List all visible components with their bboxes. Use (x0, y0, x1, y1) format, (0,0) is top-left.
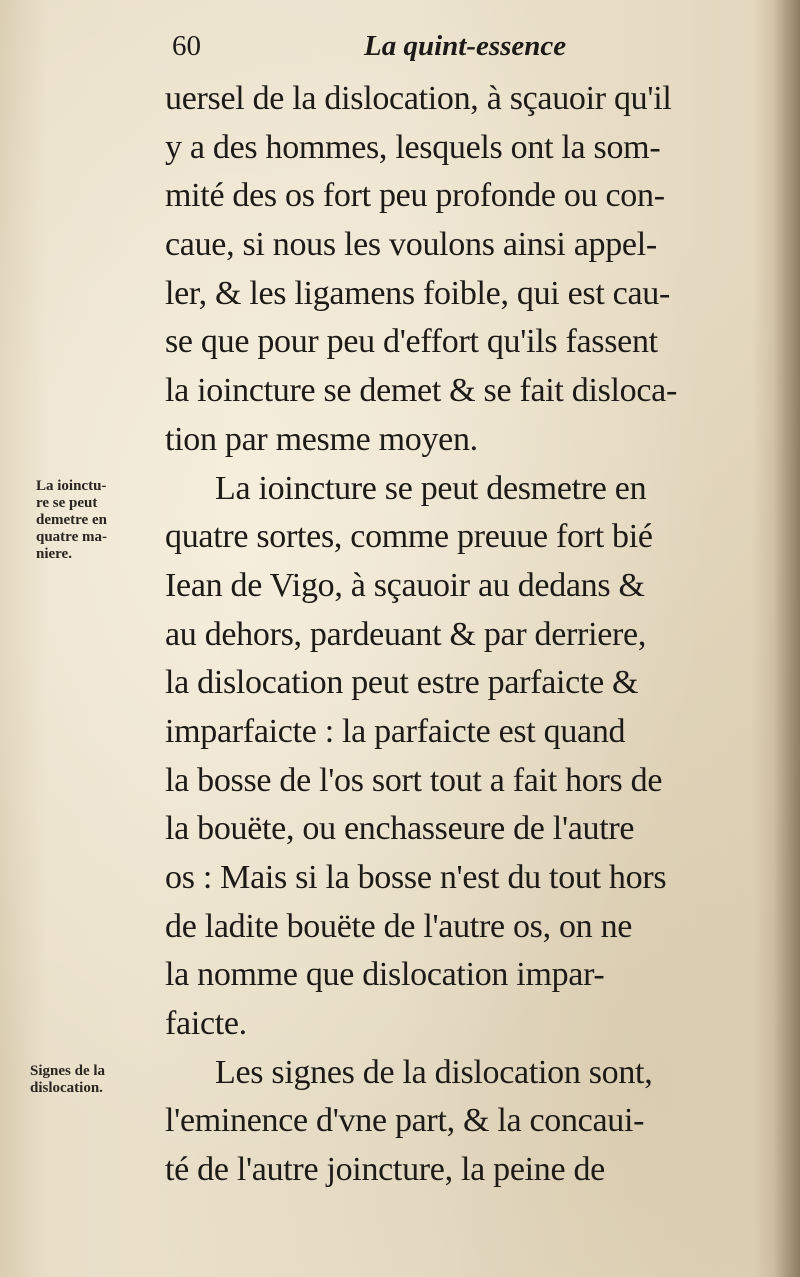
text-line: os : Mais si la bosse n'est du tout hors (165, 859, 667, 896)
margin-note-dislocation-types (36, 478, 171, 563)
text-line: Iean de Vigo, à sçauoir au dedans & (165, 566, 645, 604)
text-line: de ladite bouëte de l'autre os, on ne (165, 907, 633, 945)
paragraph-start-line: Les signes de la dislocation sont, (215, 1053, 653, 1091)
text-line: caue, si nous les voulons ainsi appel- (165, 226, 657, 264)
text-line: té de l'autre joincture, la peine de (165, 1151, 605, 1189)
page-header (168, 30, 768, 70)
text-line: quatre sortes, comme preuue fort bié (165, 518, 653, 556)
text-line: tion par mesme moyen. (165, 420, 478, 458)
margin-note-line: quatre ma- (36, 529, 107, 545)
margin-note-line: Signes de la (30, 1063, 106, 1079)
margin-note-line: re se peut (36, 495, 98, 511)
text-line: la bosse de l'os sort tout a fait hors de (165, 761, 663, 799)
text-line: la nomme que dislocation impar- (165, 956, 605, 994)
text-line: y a des hommes, lesquels ont la som- (165, 128, 661, 166)
text-line: l'eminence d'vne part, & la concaui- (165, 1102, 645, 1140)
text-line: imparfaicte : la parfaicte est quand (165, 712, 626, 750)
text-line: la dislocation peut estre parfaicte & (165, 664, 639, 702)
margin-note-line: dislocation. (30, 1080, 103, 1096)
page-edge-shadow (774, 0, 800, 1277)
text-line: uersel de la dislocation, à sçauoir qu'il (165, 80, 672, 117)
margin-note-line: demetre en (36, 512, 107, 528)
margin-note-dislocation-signs (30, 1063, 165, 1097)
body-text (165, 75, 765, 1195)
text-line: faicte. (165, 1005, 247, 1043)
running-head: La quint-essence (364, 30, 567, 62)
page-number: 60 (172, 30, 201, 62)
text-line: la ioincture se demet & se fait disloca- (165, 372, 677, 410)
text-line: au dehors, pardeuant & par derriere, (165, 615, 647, 653)
text-line: ler, & les ligamens foible, qui est cau- (165, 274, 670, 312)
text-line: se que pour peu d'effort qu'ils fassent (165, 323, 658, 361)
paragraph-start-line: La ioincture se peut desmetre en (215, 469, 647, 507)
text-line: la bouëte, ou enchasseure de l'autre (165, 810, 635, 848)
margin-note-line: La ioinctu- (36, 478, 107, 494)
margin-note-line: niere. (36, 546, 72, 562)
text-line: mité des os fort peu profonde ou con- (165, 177, 665, 215)
